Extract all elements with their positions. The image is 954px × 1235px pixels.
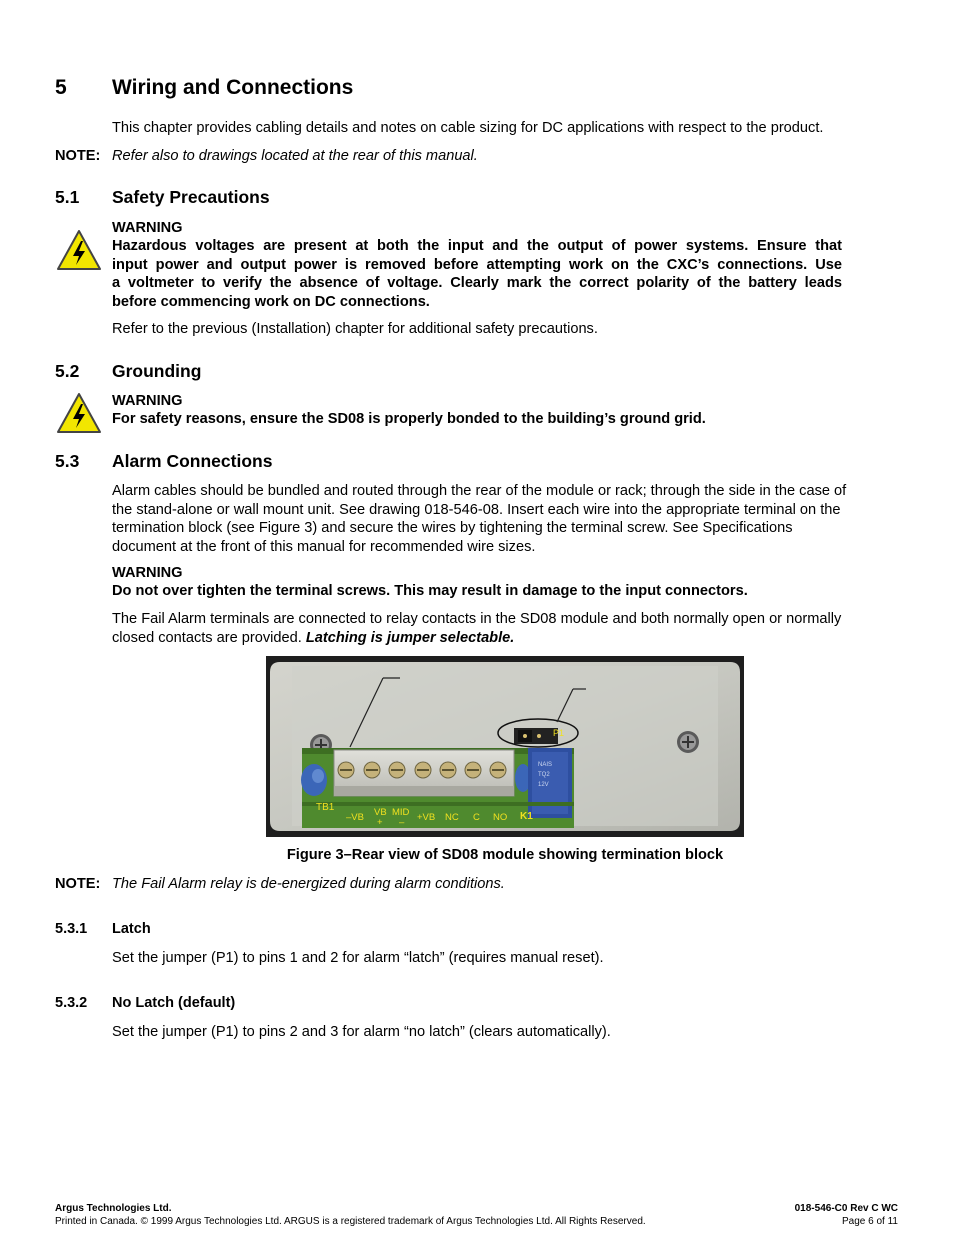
p1-label: P1 xyxy=(553,728,565,738)
section-title: Grounding xyxy=(112,361,202,381)
warning-label: WARNING xyxy=(112,220,183,236)
terminal-label-vb: VB xyxy=(374,807,387,818)
paragraph-line: Alarm cables should be bundled and routed through the rear of the module or rack; through the side in the case of xyxy=(112,483,847,499)
latching-emphasis: Latching is jumper selectable. xyxy=(305,629,515,646)
section-number: 5.3.1 xyxy=(55,921,88,937)
paragraph-line: termination block (see Figure 3) and secure the wires by tightening the terminal screw. See Specifications xyxy=(112,520,793,536)
footer-copyright: Printed in Canada. © 1999 Argus Technologies Ltd. ARGUS is a registered trademark of Argus Technologies Ltd. All Rights Reserved. xyxy=(55,1216,646,1227)
relay-note xyxy=(55,875,505,894)
section-5-1-text: Refer to the previous (Installation) chapter for additional safety precautions. xyxy=(112,321,598,337)
paragraph-line: document at the front of this manual for recommended wire sizes. xyxy=(112,538,536,555)
warning-label: WARNING xyxy=(112,565,183,581)
paragraph-line: The Fail Alarm terminals are connected to relay contacts in the SD08 module and both normally open or normally xyxy=(112,611,842,627)
section-5-1-heading xyxy=(55,187,270,208)
terminal-label-neg-vb: –VB xyxy=(346,812,364,823)
section-5-3-2-heading xyxy=(55,995,236,1011)
note-label: NOTE: xyxy=(55,148,101,164)
svg-text:TQ2: TQ2 xyxy=(538,772,550,778)
k1-label: K1 xyxy=(520,811,533,822)
note-text: Refer also to drawings located at the rear of this manual. xyxy=(112,148,478,164)
note-text: The Fail Alarm relay is de-energized during alarm conditions. xyxy=(112,876,505,892)
section-5-3-1-heading xyxy=(55,921,151,937)
terminal-label-nc: NC xyxy=(445,812,459,823)
warning-line: Hazardous voltages are present at both the input and the output of power systems. Ensure that xyxy=(112,238,842,254)
paragraph-line: closed contacts are provided. Latching is jumper selectable. xyxy=(112,629,515,646)
section-5-2-heading xyxy=(55,361,202,382)
warning-line: a voltmeter to verify the absence of voltage. Clearly mark the correct polarity of the battery leads xyxy=(112,275,842,291)
section-title: Safety Precautions xyxy=(112,187,270,207)
section-number: 5.1 xyxy=(55,187,80,207)
warning-text xyxy=(112,237,842,311)
note-label: NOTE: xyxy=(55,876,101,892)
warning-text: For safety reasons, ensure the SD08 is properly bonded to the building’s ground grid. xyxy=(112,411,706,427)
svg-text:12V: 12V xyxy=(538,782,549,788)
section-number: 5.3 xyxy=(55,451,80,471)
warning-line: before commencing work on DC connections. xyxy=(112,293,430,310)
section-5-3-heading xyxy=(55,451,273,472)
figure-3-caption: Figure 3–Rear view of SD08 module showing termination block xyxy=(286,847,724,863)
section-title: Latch xyxy=(112,921,151,937)
section-number: 5.2 xyxy=(55,361,80,381)
warning-line: input power and output power is removed before attempting work on the CXC’s connections. Use xyxy=(112,256,842,273)
section-5-3-1-text: Set the jumper (P1) to pins 1 and 2 for alarm “latch” (requires manual reset). xyxy=(112,950,604,966)
section-title: No Latch (default) xyxy=(112,995,236,1011)
chapter-title: Wiring and Connections xyxy=(112,76,354,99)
terminal-label-pos-vb: +VB xyxy=(417,812,436,823)
terminal-label-c: C xyxy=(473,812,480,823)
section-5-3-paragraph xyxy=(112,482,846,556)
terminal-label-vb-plus: + xyxy=(377,817,383,828)
terminal-label-mid: MID xyxy=(392,807,410,818)
warning-text: Do not over tighten the terminal screws. This may result in damage to the input connectors. xyxy=(112,583,748,599)
terminal-label-mid-minus: – xyxy=(399,817,405,828)
footer-doc-number: 018-546-C0 Rev C WC xyxy=(794,1203,898,1214)
section-title: Alarm Connections xyxy=(112,451,273,471)
high-voltage-warning-icon xyxy=(56,229,102,271)
section-number: 5.3.2 xyxy=(55,995,88,1011)
chapter-number: 5 xyxy=(55,76,67,99)
warning-label: WARNING xyxy=(112,393,183,409)
footer-page-number: Page 6 of 11 xyxy=(842,1216,898,1227)
section-5-3-2-text: Set the jumper (P1) to pins 2 and 3 for alarm “no latch” (clears automatically). xyxy=(112,1024,611,1040)
tb1-label: TB1 xyxy=(316,802,335,813)
figure-3-photo xyxy=(266,656,744,837)
footer-company: Argus Technologies Ltd. xyxy=(55,1203,172,1214)
relay-paragraph xyxy=(112,610,841,647)
chapter-intro: This chapter provides cabling details and notes on cable sizing for DC applications with respect to the product. xyxy=(112,120,824,136)
svg-text:NAIS: NAIS xyxy=(538,762,553,768)
paragraph-line: the stand-alone or wall mount unit. See drawing 018-546-08. Insert each wire into the appropriate terminal on the xyxy=(112,501,841,518)
chapter-heading xyxy=(55,76,354,100)
high-voltage-warning-icon xyxy=(56,392,102,434)
chapter-note xyxy=(55,147,478,166)
terminal-label-no: NO xyxy=(493,812,508,823)
